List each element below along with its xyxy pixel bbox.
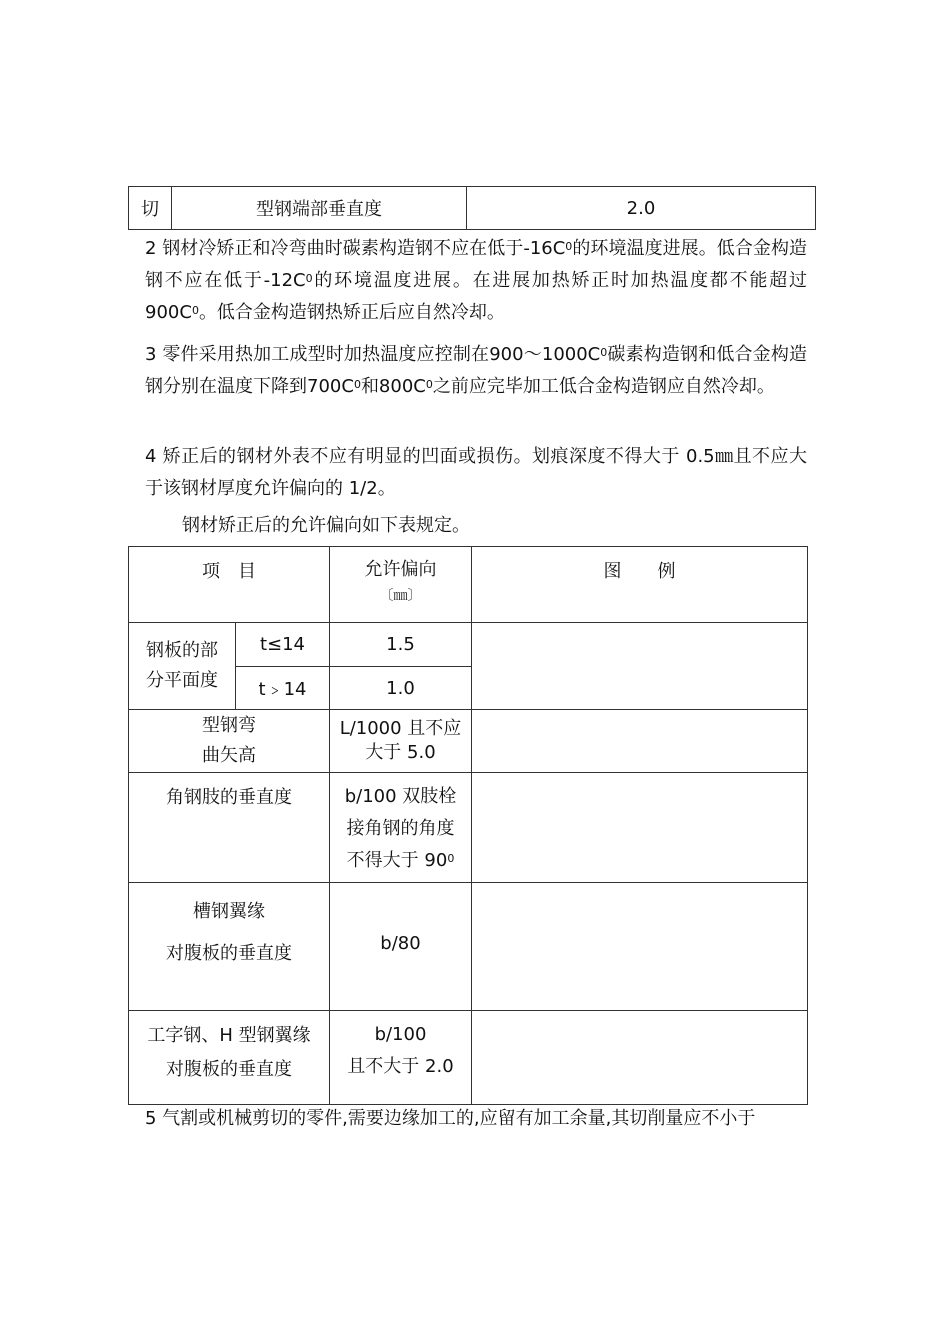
header-item: 项 目 <box>129 547 330 623</box>
top-table-fragment <box>128 186 816 230</box>
header-allowed <box>330 547 472 623</box>
ibeam-flange-label: 工字钢、H 型钢翼缘 对腹板的垂直度 <box>129 1011 330 1105</box>
table-cell: 2.0 <box>467 187 816 230</box>
section-bend-label: 型钢弯 曲矢高 <box>129 710 330 773</box>
allowed-value: b/80 <box>330 883 472 1011</box>
header-allowed-label: 允许偏向 <box>364 559 437 580</box>
header-figure: 图 例 <box>472 547 808 623</box>
table-row <box>129 623 808 667</box>
figure-cell <box>472 710 808 773</box>
allowed-value: 1.0 <box>330 667 472 710</box>
figure-cell <box>472 1011 808 1105</box>
paragraph-surface-damage: 4 矫正后的钢材外表不应有明显的凹面或损伤。划痕深度不得大于 0.5㎜且不应大于该钢材厚度允许偏向的 1/2。 <box>145 446 807 499</box>
figure-cell <box>472 773 808 883</box>
thickness-condition: t≤14 <box>236 623 330 667</box>
angle-perpendicularity-label: 角钢肢的垂直度 <box>129 773 330 883</box>
table-row <box>129 187 816 230</box>
paragraph-hot-forming: 3 零件采用热加工成型时加热温度应控制在$900\sim 1000C^0$碳素构造钢和低合金构造钢分别在温度下降到$700C^0$和$800C^0$之前应完毕加工低合金构造钢应自然冷却。 <box>145 344 807 397</box>
allowed-value: 1.5 <box>330 623 472 667</box>
table-intro: 钢材矫正后的允许偏向如下表规定。 <box>182 515 470 536</box>
figure-cell <box>472 623 808 710</box>
deviation-table <box>128 546 808 1105</box>
table-row <box>129 1011 808 1105</box>
table-cell: 切 <box>129 187 172 230</box>
table-cell: 型钢端部垂直度 <box>172 187 467 230</box>
paragraph-machining-allowance: 5 气割或机械剪切的零件,需要边缘加工的,应留有加工余量,其切削量应不小于 <box>145 1108 756 1129</box>
thickness-condition: t﹥14 <box>236 667 330 710</box>
header-unit: 〔㎜〕 <box>379 588 422 604</box>
figure-cell <box>472 883 808 1011</box>
plate-flatness-label: 钢板的部 分平面度 <box>129 623 236 710</box>
table-row <box>129 773 808 883</box>
allowed-value: b/100 双肢栓 接角钢的角度 不得大于 $90^0$ <box>330 773 472 883</box>
paragraph-cold-straightening: 2 钢材冷矫正和冷弯曲时碳素构造钢不应在低于$-16C^0$的环境温度进展。低合金构造钢不应在低于$-12C^0$的环境温度进展。在进展加热矫正时加热温度都不能超过$900C^0$。低合金构造钢热矫正后应自然冷却。 <box>145 238 808 323</box>
table-row <box>129 710 808 773</box>
channel-flange-label: 槽钢翼缘 对腹板的垂直度 <box>129 883 330 1011</box>
allowed-value: b/100 且不大于 2.0 <box>330 1011 472 1105</box>
allowed-value: L/1000 且不应 大于 5.0 <box>330 710 472 773</box>
table-header-row <box>129 547 808 623</box>
table-row <box>129 883 808 1011</box>
